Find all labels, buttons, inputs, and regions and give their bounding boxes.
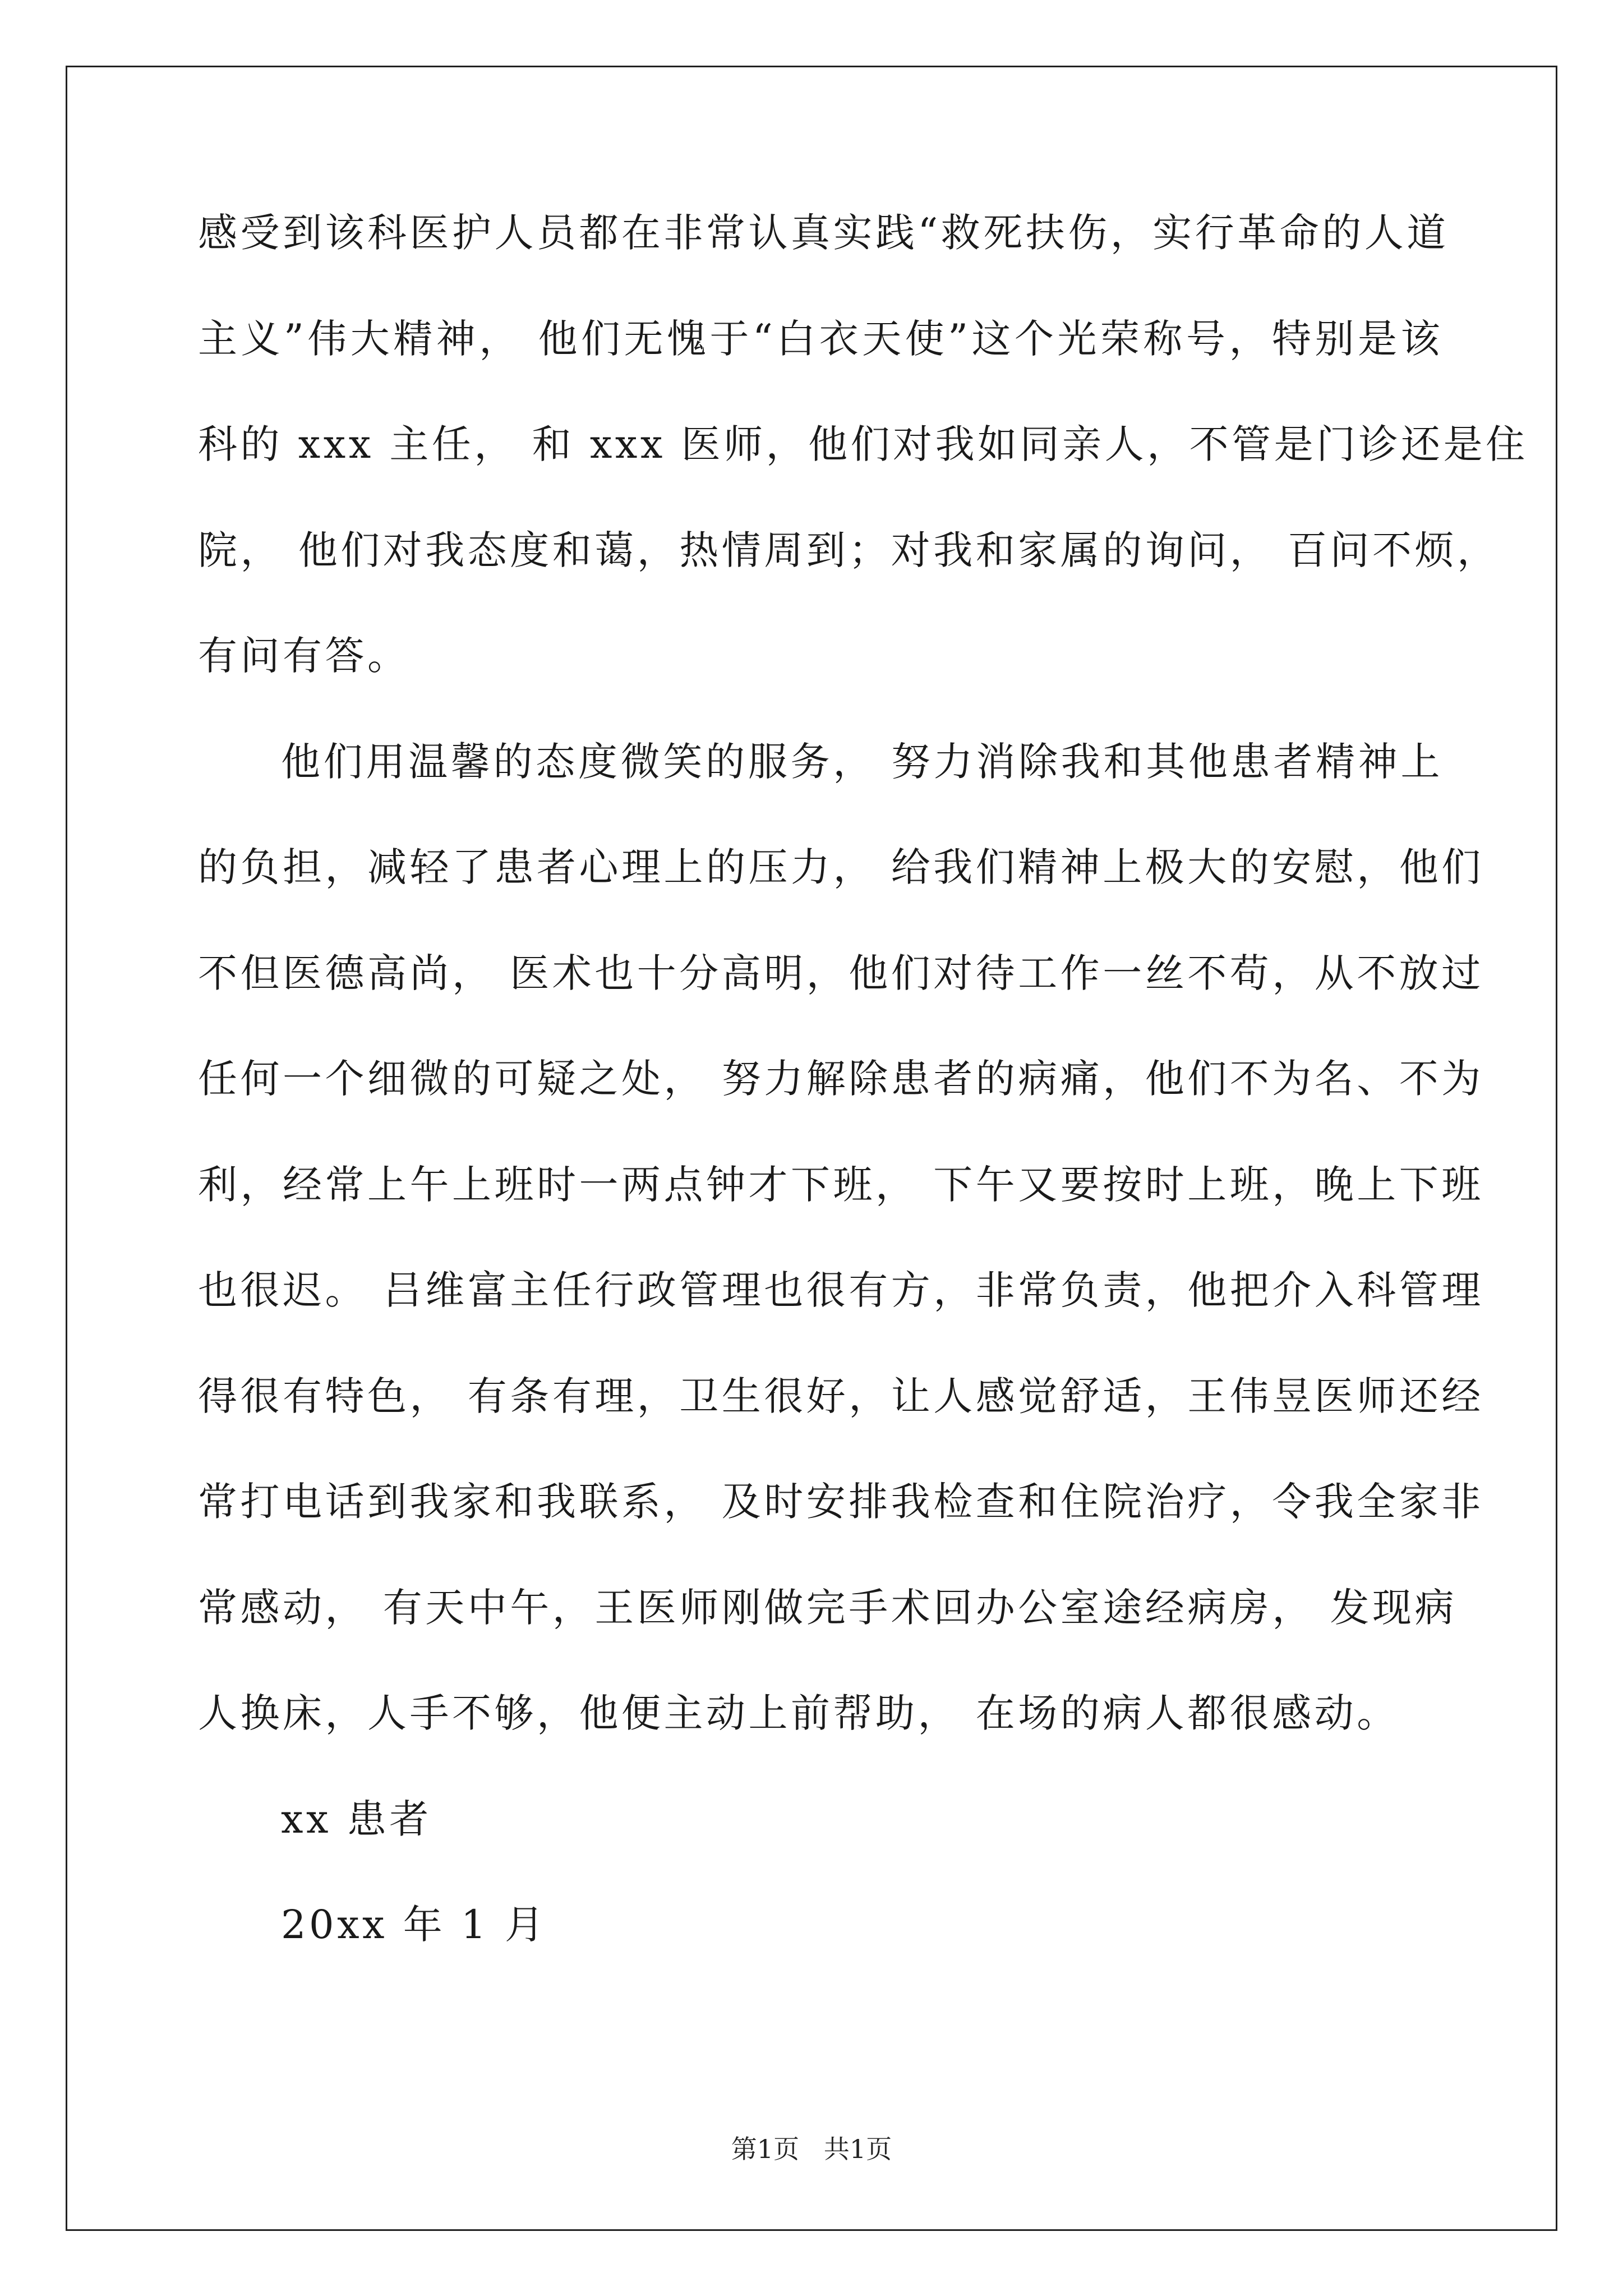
text-line: 任何一个细微的可疑之处， 努力解除患者的病痛，他们不为名、不为 <box>198 1056 1484 1102</box>
text-line: 科的 xxx 主任， 和 xxx 医师，他们对我如同亲人，不管是门诊还是住 <box>198 421 1528 467</box>
text-line: 主义”伟大精神， 他们无愧于“白衣天使”这个光荣称号，特别是该 <box>198 315 1443 362</box>
page-number-footer: 第1页 共1页 <box>731 2134 892 2164</box>
text-line: 得很有特色， 有条有理，卫生很好，让人感觉舒适，王伟昱医师还经 <box>198 1373 1484 1419</box>
text-line: 院， 他们对我态度和蔼，热情周到；对我和家属的询问， 百问不烦， <box>198 527 1500 573</box>
text-line: 利，经常上午上班时一两点钟才下班， 下午又要按时上班，晚上下班 <box>198 1161 1484 1208</box>
text-line: 感受到该科医护人员都在非常认真实践“救死扶伤，实行革命的人道 <box>198 210 1449 256</box>
paragraph-2 <box>198 738 1484 1736</box>
paragraph-1 <box>198 210 1528 679</box>
text-line: 有问有答。 <box>198 633 410 679</box>
letter-body <box>198 210 1528 2011</box>
signature: xx 患者 <box>281 1796 432 1842</box>
text-line: 常感动， 有天中午，王医师刚做完手术回办公室途经病房， 发现病 <box>198 1584 1458 1631</box>
text-line: 他们用温馨的态度微笑的服务， 努力消除我和其他患者精神上 <box>281 738 1443 785</box>
date: 20xx 年 1 月 <box>281 1902 547 1948</box>
text-line: 人换床，人手不够，他便主动上前帮助， 在场的病人都很感动。 <box>198 1690 1399 1736</box>
text-line: 常打电话到我家和我联系， 及时安排我检查和住院治疗，令我全家非 <box>198 1479 1484 1525</box>
text-line: 不但医德高尚， 医术也十分高明，他们对待工作一丝不苟，从不放过 <box>198 950 1484 996</box>
text-line: 的负担，减轻了患者心理上的压力， 给我们精神上极大的安慰，他们 <box>198 844 1484 890</box>
text-line: 也很迟。 吕维富主任行政管理也很有方，非常负责，他把介入科管理 <box>198 1267 1484 1313</box>
